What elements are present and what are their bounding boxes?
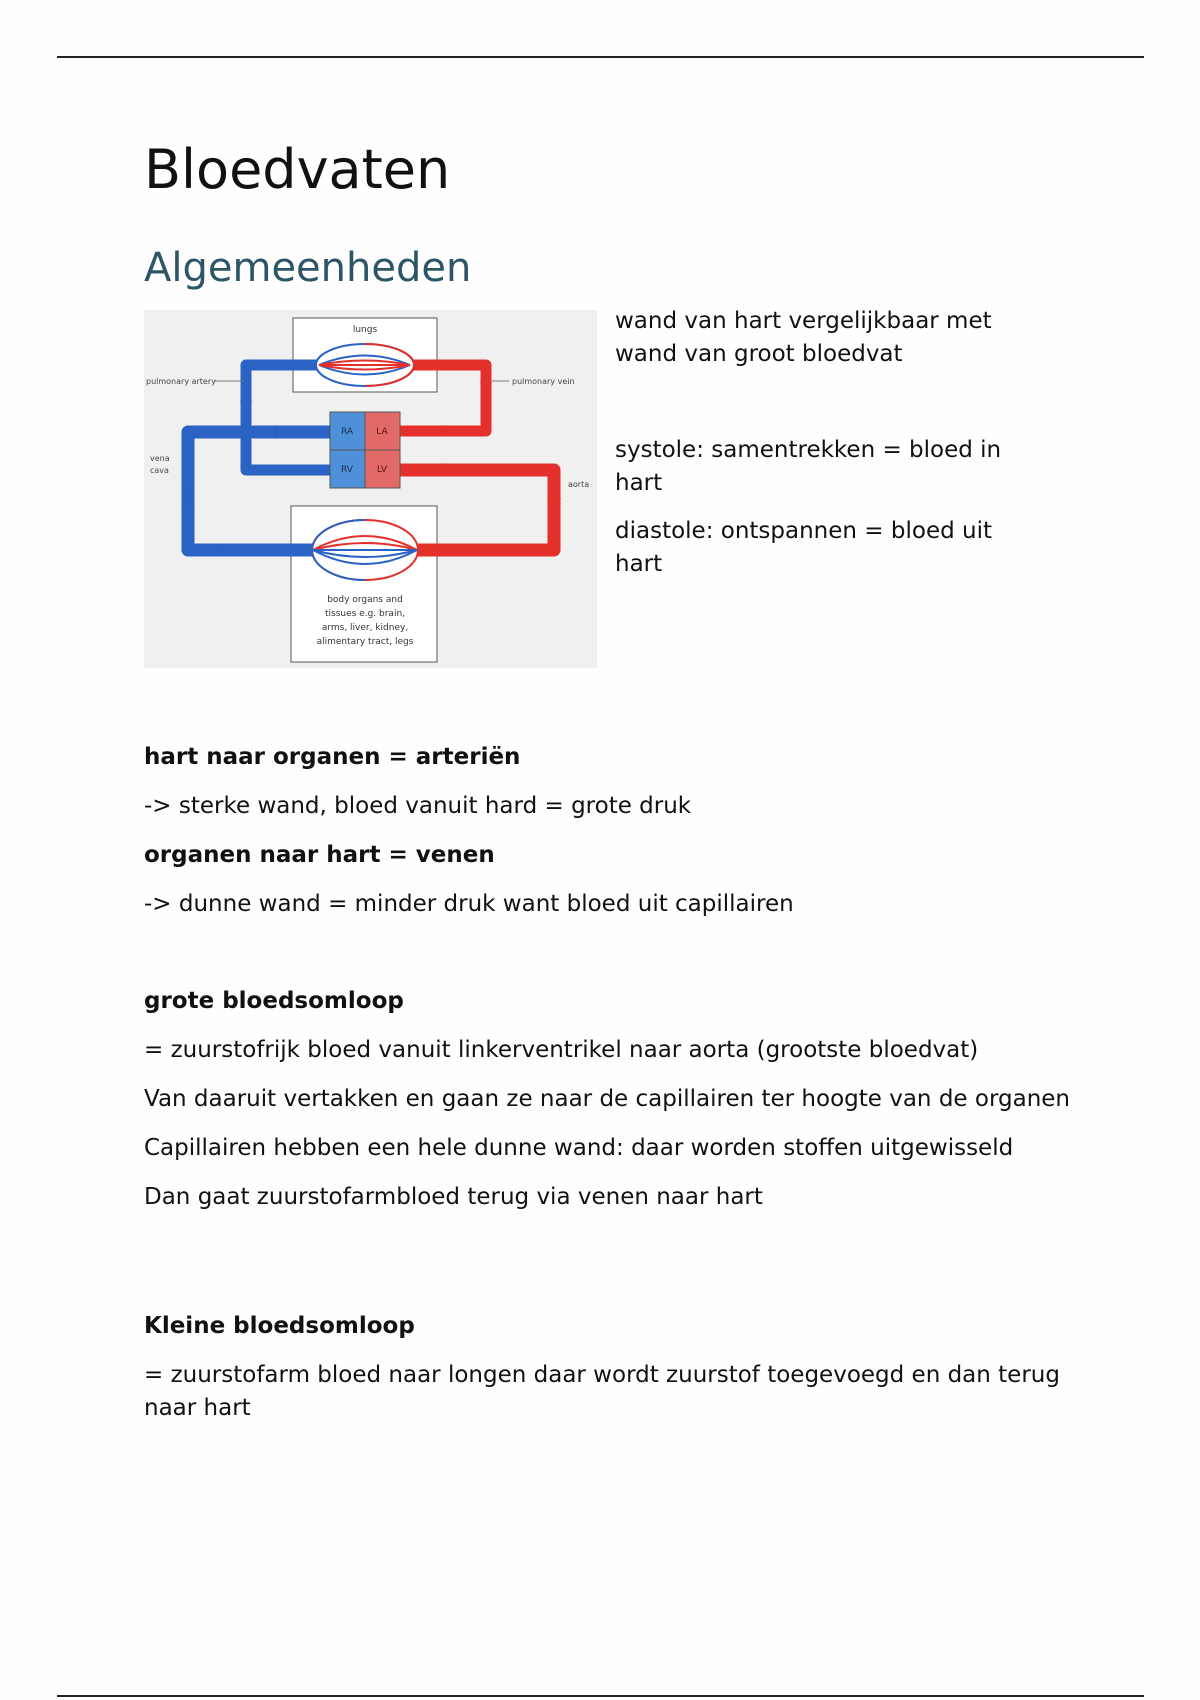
small-circuit-heading: Kleine bloedsomloop: [144, 1313, 415, 1339]
pulmonary-artery-label: pulmonary artery: [146, 377, 216, 386]
body-capillary-bed: [312, 520, 418, 580]
body-label-2: tissues e.g. brain,: [324, 609, 406, 619]
veins-text: -> dunne wand = minder druk want bloed uit capillairen: [144, 891, 794, 917]
circulation-diagram: [144, 310, 597, 668]
bottom-rule: [57, 1695, 1144, 1697]
body-label-3: arms, liver, kidney,: [321, 623, 409, 633]
chamber-rv-label: RV: [341, 465, 353, 475]
pulmonary-vein-label: pulmonary vein: [512, 377, 575, 386]
top-rule: [57, 56, 1144, 58]
vessel-types-block: [144, 741, 1104, 937]
veins-heading: organen naar hart = venen: [144, 842, 495, 868]
big-circuit-p3: Capillairen hebben een hele dunne wand: daar worden stoffen uitgewisseld: [144, 1135, 1014, 1161]
note-wall: [615, 305, 1045, 371]
big-circuit-p1: = zuurstofrijk bloed vanuit linkerventrikel naar aorta (grootste bloedvat): [144, 1037, 979, 1063]
lung-capillary-bed: [316, 344, 414, 386]
note-diastole: [615, 515, 1045, 581]
big-circuit-p2: Van daaruit vertakken en gaan ze naar de capillairen ter hoogte van de organen: [144, 1086, 1070, 1112]
vena-cava-label-2: cava: [150, 466, 169, 475]
lungs-label: lungs: [352, 325, 378, 335]
note-systole: [615, 434, 1045, 500]
big-circuit-p4: Dan gaat zuurstofarmbloed terug via venen naar hart: [144, 1184, 763, 1210]
small-circuit-block: [144, 1310, 1104, 1441]
chamber-la-label: LA: [376, 427, 388, 437]
note-wall-text: wand van hart vergelijkbaar met wand van groot bloedvat: [615, 308, 992, 367]
note-diastole-text: diastole: ontspannen = bloed uit hart: [615, 518, 992, 577]
small-circuit-p1: = zuurstofarm bloed naar longen daar wordt zuurstof toegevoegd en dan terug naar hart: [144, 1362, 1060, 1421]
big-circuit-heading: grote bloedsomloop: [144, 988, 404, 1014]
big-circuit-block: [144, 985, 1104, 1230]
body-label-4: alimentary tract, legs: [316, 637, 414, 647]
chamber-lv-label: LV: [376, 465, 388, 475]
page-title: Bloedvaten: [144, 138, 451, 201]
arteries-heading: hart naar organen = arteriën: [144, 744, 521, 770]
vena-cava-label-1: vena: [150, 454, 170, 463]
note-systole-text: systole: samentrekken = bloed in hart: [615, 437, 1002, 496]
aorta-label: aorta: [568, 480, 590, 489]
section-heading: Algemeenheden: [144, 245, 472, 291]
body-label-1: body organs and: [327, 595, 403, 605]
chamber-ra-label: RA: [340, 427, 354, 437]
circulation-svg: [144, 310, 597, 668]
arteries-text: -> sterke wand, bloed vanuit hard = grote druk: [144, 793, 692, 819]
